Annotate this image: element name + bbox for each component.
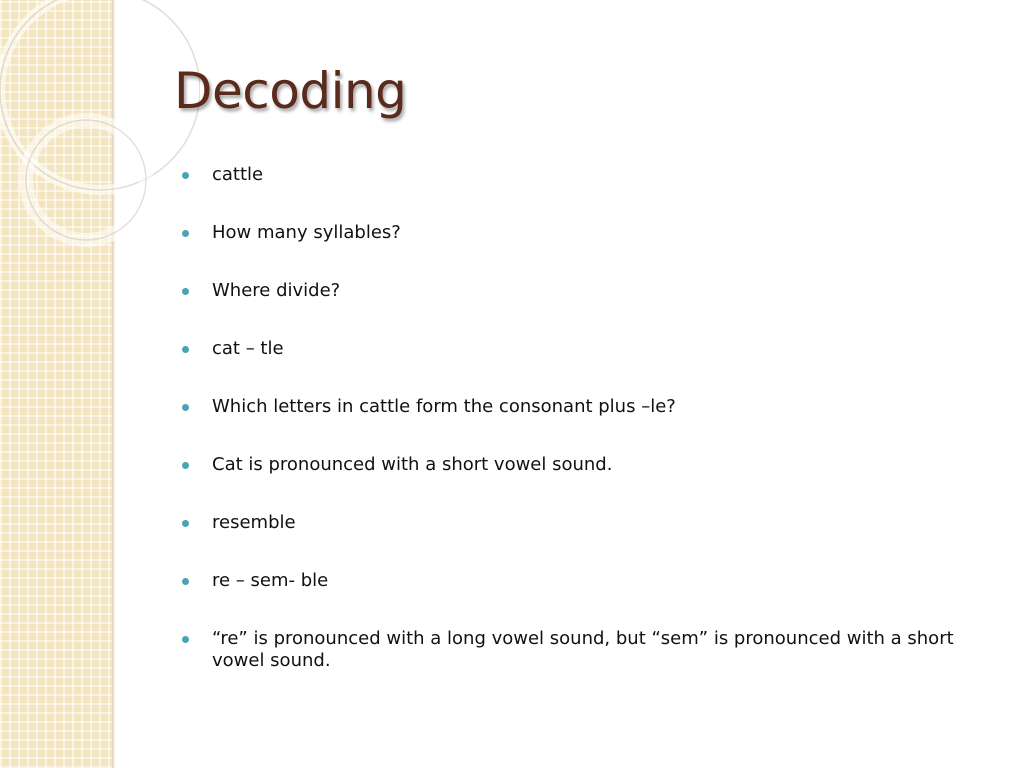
bullet-text: cattle (212, 164, 264, 185)
bullet-dot-icon (182, 172, 189, 179)
bullet-item (180, 512, 1000, 534)
bullet-dot-icon (182, 346, 189, 353)
bullet-text: Cat is pronounced with a short vowel sound. (212, 454, 613, 475)
bullet-dot-icon (182, 288, 189, 295)
slide-title: Decoding (174, 62, 407, 120)
bullet-item (180, 338, 1000, 360)
bullet-text: resemble (212, 512, 296, 533)
bullet-dot-icon (182, 636, 189, 643)
small-decor-ring-outline (26, 120, 146, 240)
bullet-text: Which letters in cattle form the consonant plus –le? (212, 396, 676, 417)
decorative-circles (0, 0, 200, 260)
bullet-text: cat – tle (212, 338, 284, 359)
bullet-dot-icon (182, 520, 189, 527)
bullet-dot-icon (182, 462, 189, 469)
bullet-item (180, 222, 1000, 244)
bullet-text: How many syllables? (212, 222, 401, 243)
bullet-dot-icon (182, 578, 189, 585)
bullet-dot-icon (182, 404, 189, 411)
bullet-text: Where divide? (212, 280, 341, 301)
bullet-item (180, 164, 1000, 186)
bullet-text: “re” is pronounced with a long vowel sound, but “sem” is pronounced with a short vowel sound. (212, 628, 954, 671)
bullet-text: re – sem- ble (212, 570, 329, 591)
bullet-item (180, 454, 1000, 476)
bullet-item (180, 570, 1000, 592)
bullet-item (180, 628, 1000, 672)
bullet-dot-icon (182, 230, 189, 237)
bullet-list (180, 164, 1000, 708)
bullet-item (180, 280, 1000, 302)
bullet-item (180, 396, 1000, 418)
